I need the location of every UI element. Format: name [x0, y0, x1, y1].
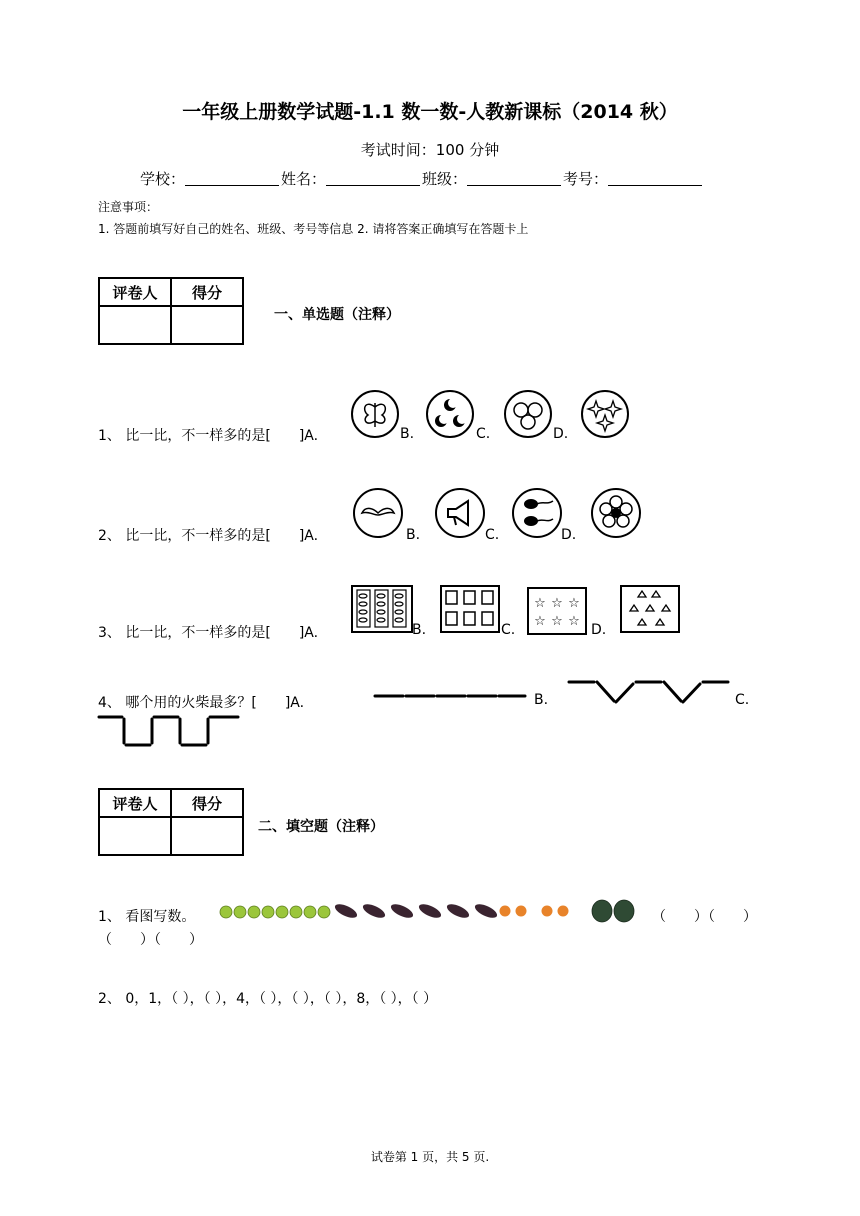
fruit-counting-picture [218, 897, 638, 925]
triangles-tray-icon [620, 585, 680, 633]
name-label: 姓名： [281, 170, 327, 188]
eggplant-icon [333, 901, 499, 920]
school-blank[interactable] [185, 171, 279, 186]
class-blank[interactable] [467, 171, 561, 186]
question-1-option-b-label: B. [400, 426, 415, 442]
score-table-1 [98, 277, 244, 345]
exam-time: 考试时间：100 分钟 [360, 141, 500, 159]
page-footer: 试卷第 1 页，共 5 页. [370, 1150, 490, 1164]
question-3-option-b-label: B. [412, 622, 427, 638]
orange-icon [500, 906, 569, 917]
exam-number-label: 考号： [563, 170, 609, 188]
question-3-option-d-label: D. [591, 622, 607, 638]
moons-plate-icon [425, 389, 475, 439]
question-4-stem: 4、 哪个用的火柴最多？[ ]A. [98, 695, 305, 711]
mustache-plate-icon [352, 487, 404, 539]
butterfly-plate-icon [350, 389, 400, 439]
name-blank[interactable] [326, 171, 420, 186]
question-4-option-c-label: C. [735, 692, 750, 708]
question-4-option-b-label: B. [534, 692, 549, 708]
cups-tray-icon [440, 585, 500, 633]
fill-question-2[interactable]: 2、 0，1，（ ），（ ），4，（ ），（ ），（ ），8，（ ），（ ） [98, 991, 438, 1007]
question-1-stem: 1、 比一比，不一样多的是[ ]A. [98, 428, 319, 444]
question-2-stem: 2、 比一比，不一样多的是[ ]A. [98, 528, 319, 544]
question-3-stem: 3、 比一比，不一样多的是[ ]A. [98, 625, 319, 641]
score-cell[interactable] [171, 306, 243, 344]
svg-text:☆: ☆ [551, 614, 563, 629]
circles-plate-icon [503, 389, 553, 439]
watermelon-icon [592, 900, 634, 922]
matches-straight-icon [372, 690, 528, 702]
score-header: 得分 [171, 278, 243, 306]
reviewer-cell[interactable] [99, 306, 171, 344]
notes-heading: 注意事项： [98, 200, 159, 214]
svg-text:☆: ☆ [568, 596, 580, 611]
page-title: 一年级上册数学试题-1.1 数一数-人教新课标（2014 秋） [182, 101, 678, 123]
question-1-option-d-label: D. [553, 426, 569, 442]
fish-tray-icon [351, 585, 413, 633]
reviewer-header: 评卷人 [99, 278, 171, 306]
question-3-option-c-label: C. [501, 622, 516, 638]
student-info-line [140, 168, 704, 189]
fill-question-1-blanks-a[interactable]: （ ）（ ） [652, 909, 757, 925]
fill-question-1-blanks-b[interactable]: （ ）（ ） [98, 932, 203, 948]
score-table-2 [98, 788, 244, 856]
matches-square-wave-icon [96, 713, 242, 749]
question-1-option-c-label: C. [476, 426, 491, 442]
exam-number-blank[interactable] [608, 171, 702, 186]
flower-plate-icon [590, 487, 642, 539]
stars-tray-icon [527, 587, 587, 635]
question-2-option-d-label: D. [561, 527, 577, 543]
fill-question-1-stem: 1、 看图写数。 [98, 909, 196, 925]
tadpoles-plate-icon [511, 487, 563, 539]
svg-text:☆: ☆ [534, 596, 546, 611]
class-label: 班级： [422, 170, 468, 188]
question-2-option-c-label: C. [485, 527, 500, 543]
score-header: 得分 [171, 789, 243, 817]
matches-zigzag-icon [566, 676, 732, 710]
apple-icon [220, 906, 330, 918]
school-label: 学校： [140, 170, 186, 188]
svg-text:☆: ☆ [551, 596, 563, 611]
svg-text:☆: ☆ [568, 614, 580, 629]
reviewer-cell[interactable] [99, 817, 171, 855]
section-2-title: 二、填空题（注释） [258, 819, 384, 835]
question-2-option-b-label: B. [406, 527, 421, 543]
sparkles-plate-icon [580, 389, 630, 439]
reviewer-header: 评卷人 [99, 789, 171, 817]
notes-body: 1. 答题前填写好自己的姓名、班级、考号等信息 2. 请将答案正确填写在答题卡上 [98, 222, 529, 236]
svg-text:☆: ☆ [534, 614, 546, 629]
section-1-title: 一、单选题（注释） [274, 307, 400, 323]
megaphone-plate-icon [434, 487, 486, 539]
score-cell[interactable] [171, 817, 243, 855]
